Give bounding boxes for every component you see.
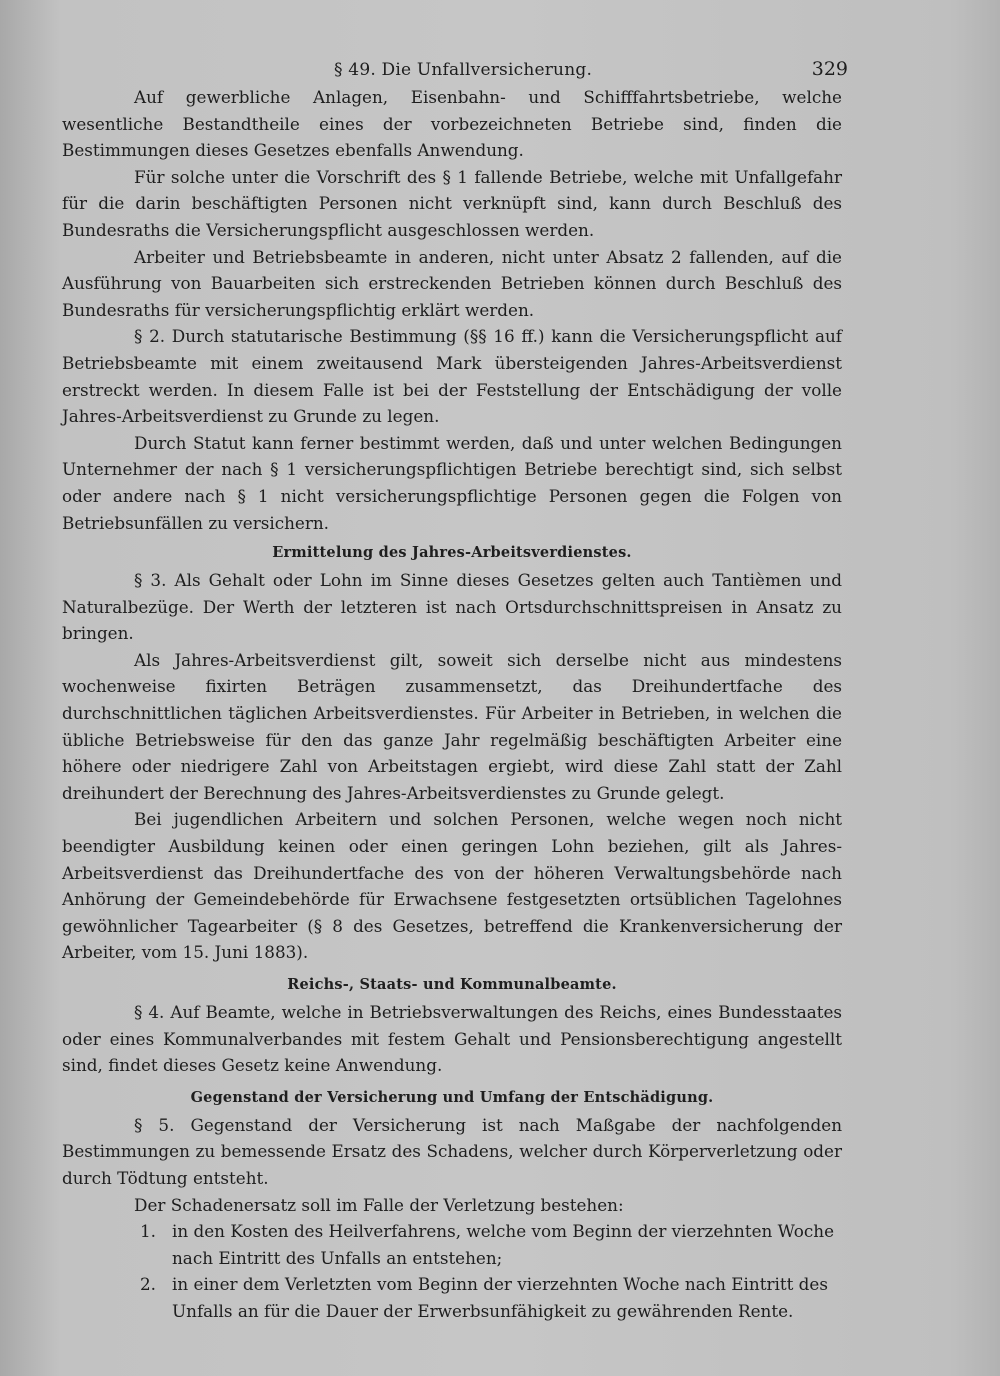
paragraph: Als Jahres-Arbeitsverdienst gilt, soweit sich derselbe nicht aus mindestens wochenweise fixirten Beträgen zusammensetzt, das Dreihundertfache des durchschnittlichen täglichen Arbeitsverdienstes. Für Arbeiter in Betrieben, in welchen die übliche Betriebsweise für den das ganze Jahr regelmäßig beschäftigten Arbeiter eine höhere oder niedrigere Zahl von Arbeitstagen ergiebt, wird diese Zahl statt der Zahl dreihundert der Berechnung des Jahres-Arbeitsverdienstes zu Grunde gelegt.	[62, 649, 842, 803]
enumerated-list	[62, 1218, 842, 1324]
paragraph: Bei jugendlichen Arbeitern und solchen Personen, welche wegen noch nicht beendigter Ausbildung keinen oder einen geringen Lohn beziehen, gilt als Jahres-Arbeitsverdienst das Dreihundertfache des von der höheren Verwaltungsbehörde nach Anhörung der Gemeindebehörde für Erwachsene festgesetzten ortsüblichen Tagelohnes gewöhnlicher Tagearbeiter (§ 8 des Gesetzes, betreffend die Krankenversicherung der Arbeiter, vom 15. Juni 1883).	[62, 809, 842, 963]
paragraph-section-2: § 2. Durch statutarische Bestimmung (§§ 16 ff.) kann die Versicherungspflicht auf Betriebsbeamte mit einem zweitausend Mark übersteigenden Jahres-Arbeitsverdienst erstreckt werden. In diesem Falle ist bei der Feststellung der Entschädigung der volle Jahres-Arbeitsverdienst zu Grunde zu legen.	[62, 326, 842, 427]
paragraph: Auf gewerbliche Anlagen, Eisenbahn- und Schifffahrtsbetriebe, welche wesentliche Bestandtheile eines der vorbezeichneten Betriebe sind, finden die Bestimmungen dieses Gesetzes ebenfalls Anwendung.	[62, 87, 842, 161]
paragraph: Der Schadenersatz soll im Falle der Verletzung bestehen:	[134, 1194, 624, 1215]
list-item	[62, 1271, 842, 1324]
section-heading: Gegenstand der Versicherung und Umfang der Entschädigung.	[190, 1088, 714, 1106]
list-item-number: 1.	[140, 1221, 157, 1242]
paragraph: Arbeiter und Betriebsbeamte in anderen, nicht unter Absatz 2 fallenden, auf die Ausführung von Bauarbeiten sich erstreckenden Betrieben können durch Beschluß des Bundesraths für versicherungspflichtig erklärt werden.	[62, 246, 842, 320]
page-content	[62, 50, 848, 1325]
section-heading: Reichs-, Staats- und Kommunalbeamte.	[287, 976, 617, 993]
paragraph-section-3: § 3. Als Gehalt oder Lohn im Sinne dieses Gesetzes gelten auch Tantièmen und Naturalbezüge. Der Werth der letzteren ist nach Ortsdurchschnittspreisen in Ansatz zu bringen.	[62, 570, 842, 644]
running-header	[62, 50, 848, 84]
list-item	[62, 1218, 842, 1271]
page-number: 329	[811, 58, 848, 80]
paragraph-section-5: § 5. Gegenstand der Versicherung ist nach Maßgabe der nachfolgenden Bestimmungen zu bemessende Ersatz des Schadens, welcher durch Körperverletzung oder durch Tödtung entsteht.	[62, 1114, 842, 1188]
section-heading: Ermittelung des Jahres-Arbeitsverdienstes.	[272, 544, 632, 562]
header-title: § 49. Die Unfallversicherung.	[334, 60, 593, 80]
paragraph: Durch Statut kann ferner bestimmt werden, daß und unter welchen Bedingungen Unternehmer der nach § 1 versicherungspflichtigen Betriebe berechtigt sind, sich selbst oder andere nach § 1 nicht versicherungspflichtige Personen gegen die Folgen von Betriebsunfällen zu versichern.	[62, 432, 842, 533]
paragraph-section-4: § 4. Auf Beamte, welche in Betriebsverwaltungen des Reichs, eines Bundesstaates oder eines Kommunalverbandes mit festem Gehalt und Pensionsberechtigung angestellt sind, findet dieses Gesetz keine Anwendung.	[62, 1002, 842, 1076]
paragraph: Für solche unter die Vorschrift des § 1 fallende Betriebe, welche mit Unfallgefahr für die darin beschäftigten Personen nicht verknüpft sind, kann durch Beschluß des Bundesraths die Versicherungspflicht ausgeschlossen werden.	[62, 166, 842, 240]
list-item-text: in den Kosten des Heilverfahrens, welche vom Beginn der vierzehnten Woche nach Eintritt des Unfalls an entstehen;	[172, 1221, 835, 1268]
list-item-text: in einer dem Verletzten vom Beginn der vierzehnten Woche nach Eintritt des Unfalls an für die Dauer der Erwerbsunfähigkeit zu gewährenden Rente.	[172, 1274, 828, 1321]
list-item-number: 2.	[140, 1274, 157, 1295]
